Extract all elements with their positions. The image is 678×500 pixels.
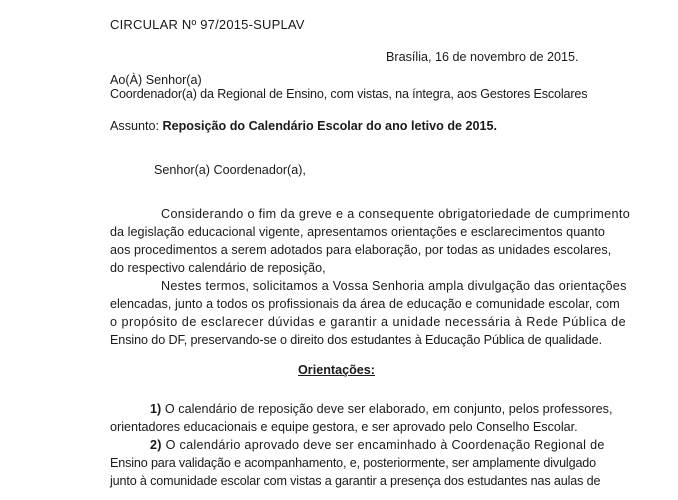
item-1-number: 1) <box>150 402 162 416</box>
item-1-line-1 <box>150 401 613 417</box>
addressee-line-1: Ao(À) Senhor(a) <box>110 73 202 87</box>
place-and-date: Brasília, 16 de novembro de 2015. <box>386 50 579 64</box>
paragraph-1-line-3: aos procedimentos a serem adotados para elaboração, por todas as unidades escolares, <box>110 243 612 257</box>
paragraph-2-line-1: Nestes termos, solicitamos a Vossa Senhoria ampla divulgação das orientações <box>161 279 627 293</box>
subject-line <box>110 118 497 134</box>
subject-text: Reposição do Calendário Escolar do ano letivo de 2015. <box>162 119 498 133</box>
paragraph-1-line-1: Considerando o fim da greve e a consequente obrigatoriedade de cumprimento <box>161 207 631 221</box>
paragraph-2-line-4: Ensino do DF, preservando-se o direito dos estudantes à Educação Pública de qualidade. <box>110 333 602 347</box>
addressee-line-2: Coordenador(a) da Regional de Ensino, com vistas, na íntegra, aos Gestores Escolares <box>110 87 588 101</box>
item-2-line-2: Ensino para validação e acompanhamento, e, posteriormente, ser amplamente divulgado <box>110 456 596 470</box>
paragraph-1-line-2: da legislação educacional vigente, apresentamos orientações e esclarecimentos quanto <box>110 225 605 239</box>
orientacoes-title: Orientações: <box>298 363 375 377</box>
subject-label: Assunto: <box>110 119 163 133</box>
paragraph-2-line-2: elencadas, junto a todos os profissionais da área de educação e comunidade escolar, com <box>110 297 620 311</box>
circular-number: CIRCULAR Nº 97/2015-SUPLAV <box>110 17 305 32</box>
item-2-line-3: junto à comunidade escolar com vistas a garantir a presença dos estudantes nas aulas de <box>110 474 601 488</box>
item-1-text: O calendário de reposição deve ser elaborado, em conjunto, pelos professores, <box>161 402 613 416</box>
paragraph-2-line-3: o propósito de esclarecer dúvidas e garantir a unidade necessária à Rede Pública de <box>110 315 627 329</box>
paragraph-1-line-4: do respectivo calendário de reposição, <box>110 261 326 275</box>
item-2-text: O calendário aprovado deve ser encaminhado à Coordenação Regional de <box>161 438 605 452</box>
item-2-number: 2) <box>150 438 162 452</box>
salutation: Senhor(a) Coordenador(a), <box>154 163 306 177</box>
item-1-line-2: orientadores educacionais e equipe gestora, e ser aprovado pelo Conselho Escolar. <box>110 420 578 434</box>
item-2-line-1 <box>150 437 605 453</box>
